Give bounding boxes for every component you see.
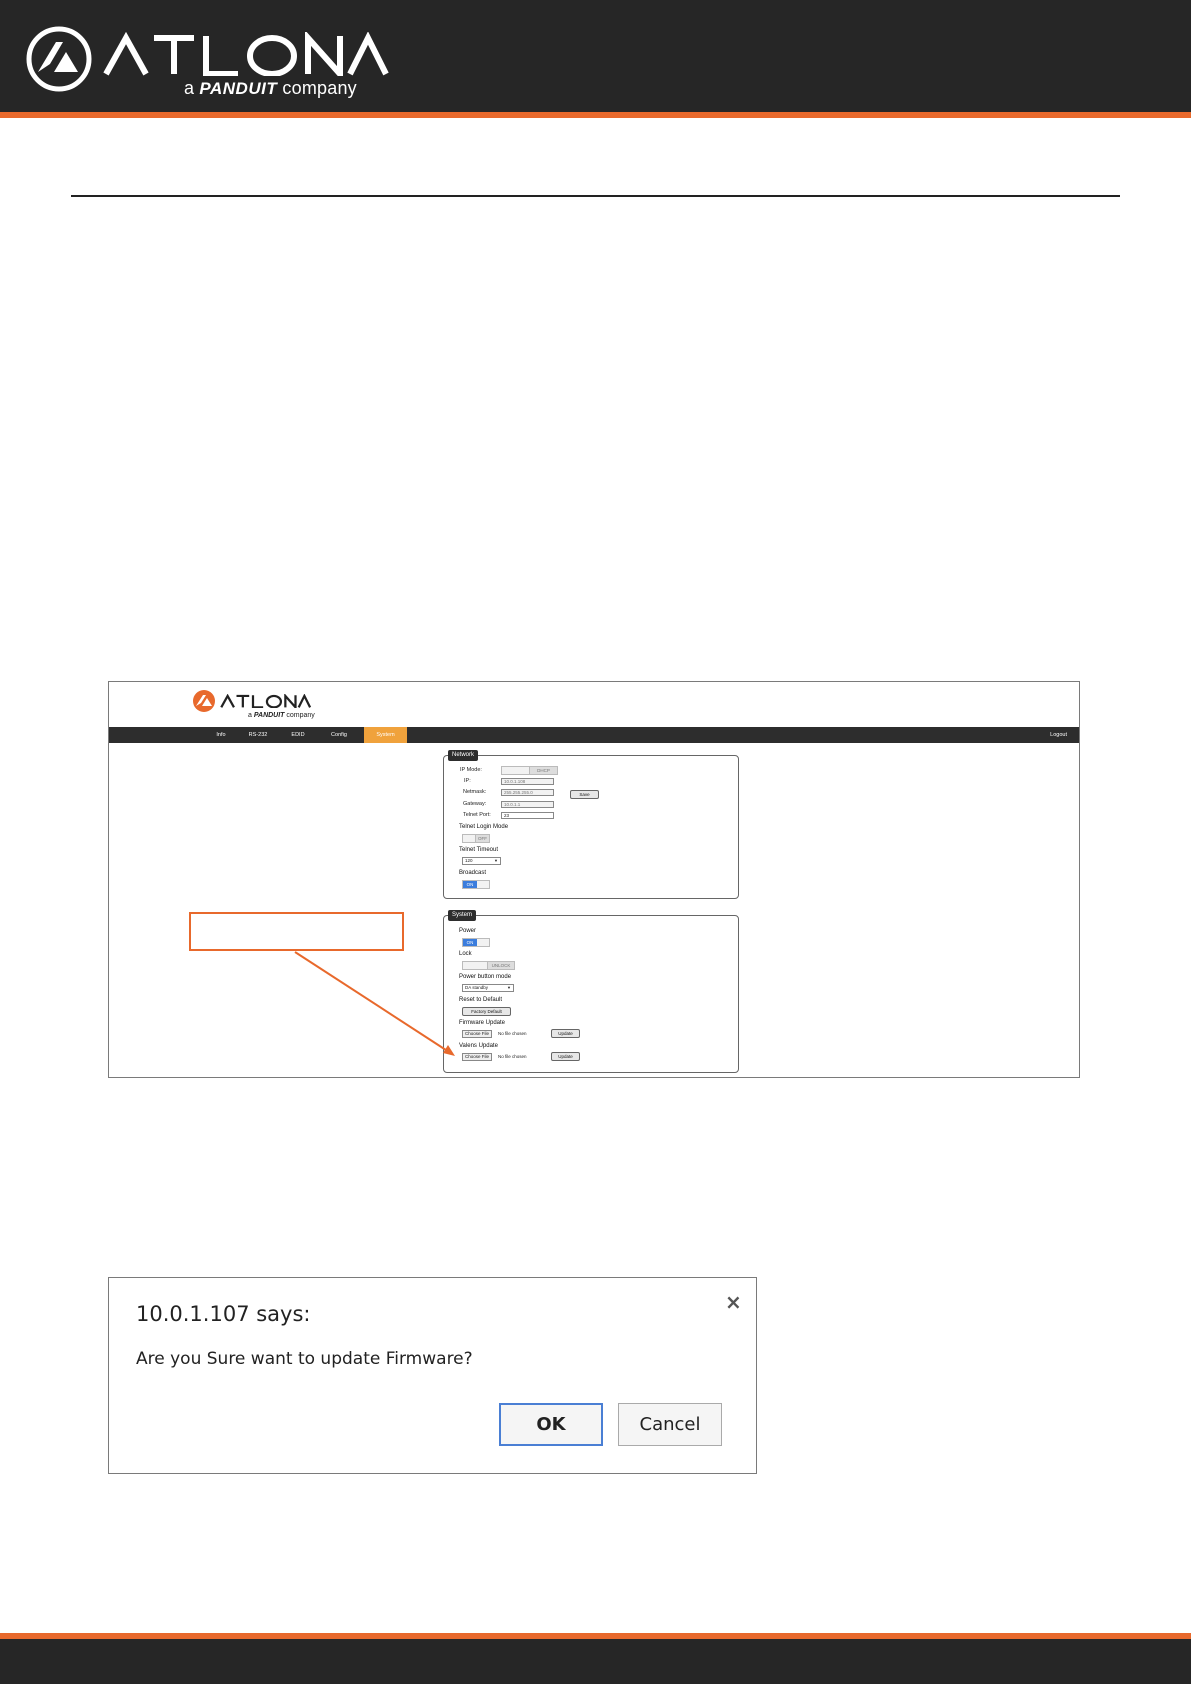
tab-system[interactable]: System <box>364 727 407 743</box>
tab-rs-232[interactable]: RS-232 <box>248 732 268 738</box>
tab-info[interactable]: Info <box>216 732 226 738</box>
atlona-mark-icon <box>26 26 92 92</box>
telnet-login-mode-toggle[interactable] <box>462 834 490 843</box>
telnet-port-label: Telnet Port: <box>463 812 491 818</box>
telnet-login-mode-value: OFF <box>475 835 489 842</box>
system-panel <box>443 912 739 1073</box>
atlona-mark-icon <box>192 689 216 713</box>
brand-tagline <box>184 78 357 99</box>
tagline-brand: PANDUIT <box>199 79 278 98</box>
gateway-field[interactable]: 10.0.1.1 <box>501 801 554 808</box>
ip-mode-label: IP Mode: <box>460 767 482 773</box>
close-icon[interactable]: × <box>725 1290 742 1314</box>
firmware-file-status: No file chosen <box>498 1031 527 1036</box>
confirm-dialog-screenshot <box>108 1277 757 1474</box>
power-toggle[interactable] <box>462 938 490 947</box>
atlona-wordmark <box>102 32 392 76</box>
netmask-field[interactable]: 255.255.255.0 <box>501 789 554 796</box>
chevron-down-icon: ▼ <box>494 858 498 863</box>
web-ui-logo <box>192 689 322 721</box>
logout-link[interactable]: Logout <box>1050 732 1067 738</box>
section-title-rule <box>71 195 1120 197</box>
power-button-mode-select[interactable] <box>462 984 514 992</box>
header-accent-rule <box>0 112 1191 118</box>
network-panel <box>443 752 739 899</box>
firmware-choose-file-button[interactable]: Choose File <box>462 1030 492 1038</box>
ip-mode-value: DHCP <box>529 767 557 774</box>
telnet-login-mode-label: Telnet Login Mode <box>459 824 509 830</box>
web-ui-navbar <box>109 727 1079 743</box>
ip-mode-toggle[interactable] <box>501 766 558 775</box>
cancel-button[interactable]: Cancel <box>618 1403 722 1446</box>
telnet-timeout-label: Telnet Timeout <box>459 847 499 853</box>
reset-to-default-label: Reset to Default <box>459 997 503 1003</box>
netmask-label: Netmask: <box>463 789 487 795</box>
broadcast-value: ON <box>463 881 477 888</box>
lock-value: UNLOCK <box>487 962 514 969</box>
tagline-brand: PANDUIT <box>253 712 285 719</box>
telnet-port-field[interactable]: 23 <box>501 812 554 819</box>
valens-update-button[interactable]: Update <box>551 1052 580 1061</box>
lock-label: Lock <box>459 951 472 957</box>
power-label: Power <box>459 928 477 934</box>
tagline-suffix: company <box>282 78 357 98</box>
tagline-suffix: company <box>286 712 315 719</box>
callout-box <box>189 912 404 951</box>
atlona-wordmark <box>220 694 312 708</box>
telnet-timeout-value: 120 <box>465 858 473 863</box>
firmware-update-button[interactable]: Update <box>551 1029 580 1038</box>
firmware-update-label: Firmware Update <box>459 1020 506 1026</box>
page-header-band <box>0 0 1191 112</box>
tab-config[interactable]: Config <box>331 732 347 738</box>
gateway-label: Gateway: <box>463 801 487 807</box>
tagline-prefix: a <box>248 712 252 719</box>
system-legend: System <box>448 910 476 921</box>
ok-button[interactable]: OK <box>499 1403 603 1446</box>
dialog-message: Are you Sure want to update Firmware? <box>136 1349 473 1369</box>
telnet-timeout-select[interactable] <box>462 857 501 865</box>
web-ui-tagline <box>248 712 315 719</box>
save-button[interactable]: Save <box>570 790 599 799</box>
factory-default-button[interactable]: Factory Default <box>462 1007 511 1016</box>
broadcast-label: Broadcast <box>459 870 487 876</box>
power-button-mode-label: Power button mode <box>459 974 512 980</box>
network-legend: Network <box>448 750 478 761</box>
ip-field[interactable]: 10.0.1.108 <box>501 778 554 785</box>
page-footer-band <box>0 1639 1191 1684</box>
dialog-title: 10.0.1.107 says: <box>136 1302 311 1326</box>
broadcast-toggle[interactable] <box>462 880 490 889</box>
tab-edid[interactable]: EDID <box>291 732 305 738</box>
ip-label: IP: <box>464 778 471 784</box>
valens-choose-file-button[interactable]: Choose File <box>462 1053 492 1061</box>
tagline-prefix: a <box>184 78 195 98</box>
chevron-down-icon: ▼ <box>507 985 511 990</box>
valens-file-status: No file chosen <box>498 1054 527 1059</box>
valens-update-label: Valens Update <box>459 1043 498 1049</box>
web-ui-screenshot <box>108 681 1080 1078</box>
lock-toggle[interactable] <box>462 961 515 970</box>
power-value: ON <box>463 939 477 946</box>
power-button-mode-value: DA standby <box>465 985 489 990</box>
